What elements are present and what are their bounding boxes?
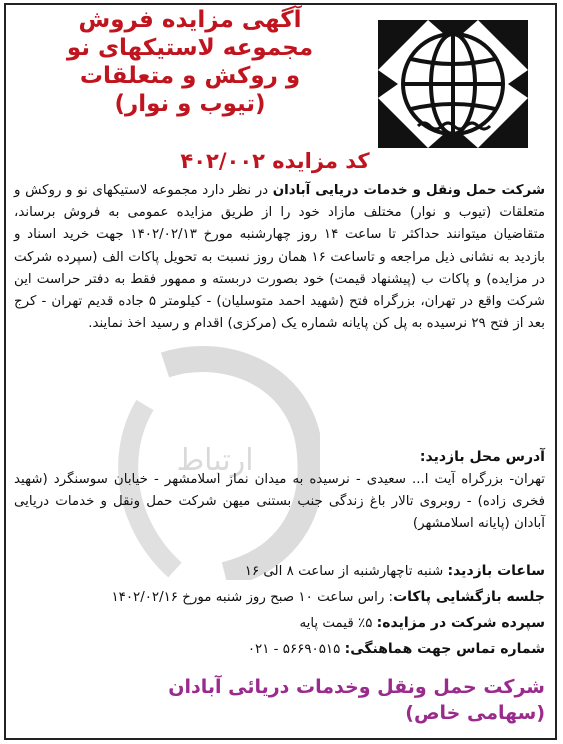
title-line-3: و روکش و متعلقات [79, 63, 301, 89]
contact-phone-value: ۵۶۶۹۰۵۱۵ - ۰۲۱ [247, 642, 345, 657]
body-paragraph [14, 180, 545, 335]
visit-hours-label: ساعات بازدید: [447, 563, 545, 579]
address-text: تهران- بزرگراه آیت ا... سعیدی - نرسیده به میدان نماز اسلامشهر - خیابان سوسنگرد (شهید فخری زاده) - روبروی تالار باغ زندگی جنب بستنی میهن شرکت حمل ونقل و خدمات دریایی آبادان (پایانه اسلامشهر) [14, 472, 545, 532]
globe-logo-icon [372, 14, 534, 154]
deposit-value: ۵٪ قیمت پایه [299, 616, 377, 631]
contact-phone [14, 638, 545, 661]
ad-title [40, 6, 340, 118]
footer-company-type: (سهامی خاص) [405, 702, 545, 724]
deposit [14, 612, 545, 635]
address-heading: آدرس محل بازدید: [419, 449, 545, 465]
envelope-opening-label: جلسه بازگشایی پاکات [393, 589, 545, 605]
body-company-name: شرکت حمل ونقل و خدمات دریایی آبادان [272, 183, 545, 198]
svg-text:ارتباط: ارتباط [176, 443, 254, 478]
title-line-2: مجموعه لاستیکهای نو [66, 35, 314, 61]
title-line-4: (تیوب و نوار) [114, 91, 266, 117]
auction-code: کد مزایده ۴۰۲/۰۰۲ [180, 149, 370, 173]
envelope-opening [14, 586, 545, 609]
visit-hours-value: شنبه تاچهارشنبه از ساعت ۸ الی ۱۶ [244, 564, 448, 579]
footer-company [14, 674, 545, 726]
visit-hours [14, 560, 545, 583]
title-line-1: آگهی مزایده فروش [78, 7, 302, 33]
contact-phone-label: شماره تماس جهت هماهنگی: [344, 641, 545, 657]
body-text: در نظر دارد مجموعه لاستیکهای نو و روکش و متعلقات (تیوب و نوار) مختلف مازاد خود را از طریق مزایده عمومی به فروش برساند، متقاضیان میتوانند حداکثر تا ساعت ۱۴ روز چهارشنبه مورخ ۱۴۰۲/۰۲/۱۳ جهت خرید اسناد و بازدید به نشانی ذیل مراجعه و تاساعت ۱۶ همان روز نسبت به تحویل پاکات الف (سپرده شرکت در مزایده) و پاکات ب (پیشنهاد قیمت) خود بصورت دربسته و ممهور فقط به دفتر حراست این شرکت واقع در تهران، بزرگراه فتح (شهید احمد متوسلیان) - کیلومتر ۵ جاده قدیم تهران - کرج بعد از فتح ۲۹ نرسیده به پل کن پایانه شماره یک (مرکزی) اقدام و رسید اخذ نمایند. [14, 183, 545, 332]
deposit-label: سپرده شرکت در مزایده: [376, 615, 545, 631]
envelope-opening-value: : راس ساعت ۱۰ صبح روز شنبه مورخ ۱۴۰۲/۰۲/۱۶ [111, 590, 394, 605]
footer-company-name: شرکت حمل ونقل وخدمات دریائی آبادان [168, 676, 545, 698]
